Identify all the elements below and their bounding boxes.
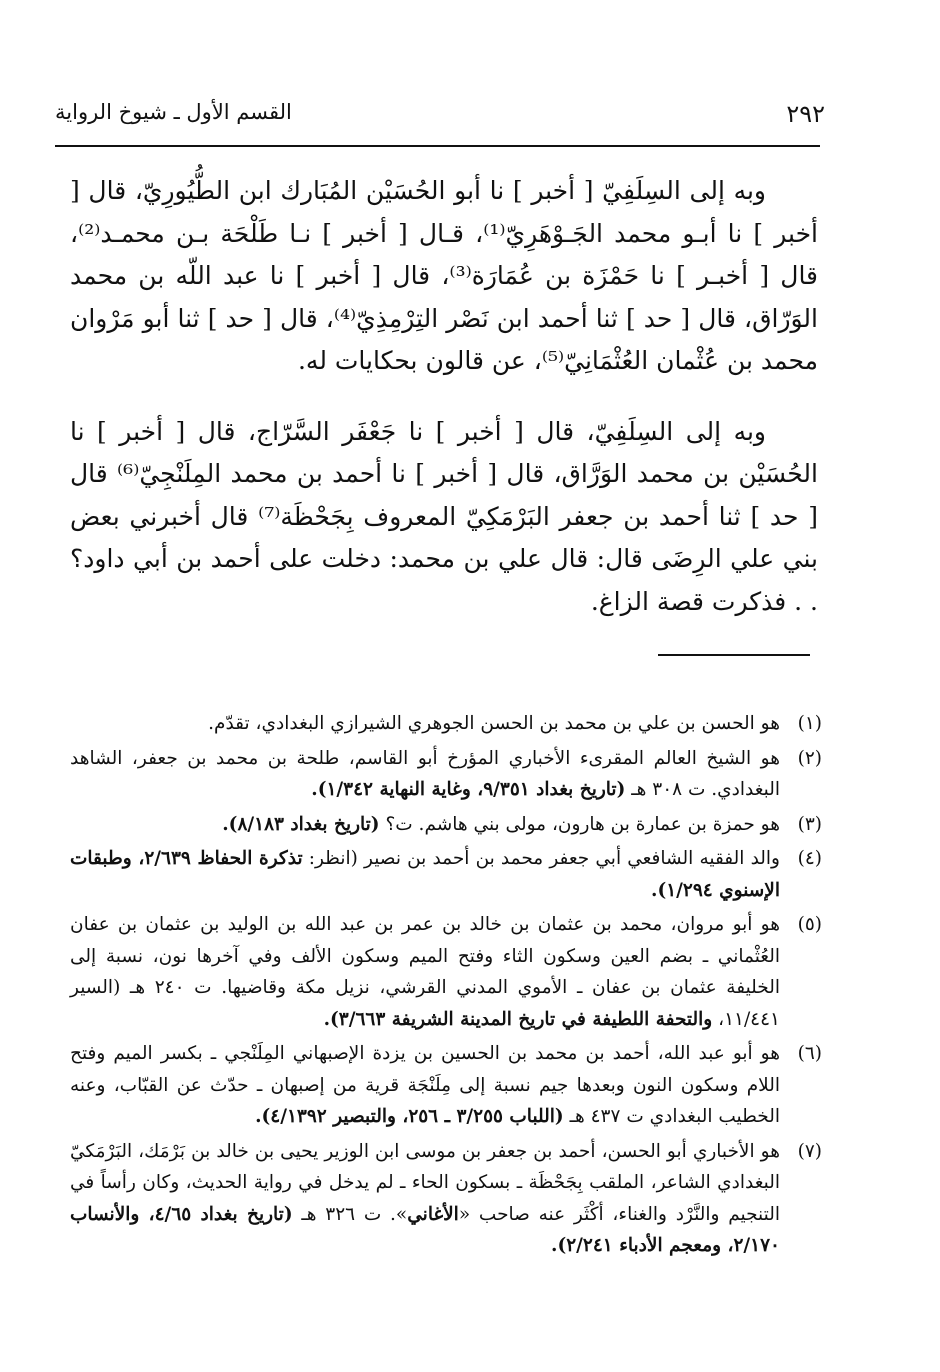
- main-paragraph: وبه إلى السِلَفِيّ، قال [ أخبر ] نا جَعْفَر السَّرّاج، قال [ أخبر ] نا الحُسَيْن بن محمد الوَرَّاق، قال [ أخبر ] نا أحمد بن محمد المِلَنْجِيّ⁽⁶⁾ قال [ حد ] ثنا أحمد بن جعفر البَرْمَكِيّ المعروف بِجَحْظَة⁽⁷⁾ قال أخبرني بعض بني علي الرِضَى قال: قال علي بن محمد: دخلت على أحمد بن أبي داود؟ . . فذكرت قصة الزاغ.: [70, 416, 818, 616]
- footnote-number: (٣): [797, 813, 822, 835]
- footnote-separator: [658, 654, 810, 656]
- footnote-text: هو أبو عبد الله، أحمد بن محمد بن الحسين بن يزدة الإصبهاني المِلَنْجي ـ بكسر الميم وفتح اللام وسكون النون وبعدها جيم نسبة إلى مِلَنْجَة قرية من إصبهان ـ حدّث عن القبّاب، وعنه الخطيب البغدادي ت ٤٣٧ هـ: [70, 1043, 780, 1127]
- footnote-number: (٥): [797, 914, 822, 935]
- footnote-text: هو الأخباري أبو الحسن، أحمد بن جعفر بن موسى ابن الوزير يحيى بن خالد بن بَرْمَك، البَرْمَكيّ البغدادي الشاعر، الملقب بِجَحْظَة ـ بسكون الحاء ـ لم يدخل في رواية الحديث، وكان رأساً في التنجيم والنَّرْد والغناء، أكْثَر عنه صاحب «: [70, 1140, 780, 1225]
- footnote-text: هو أبو مروان، محمد بن عثمان بن خالد بن عمر بن عبد الله بن الوليد بن عثمان بن عفان العُثْماني ـ بضم العين وسكون الثاء وفتح الميم وسكون الألف وفي آخرها نون، نسبة إلى الخليفة عثمان بن عفان ـ الأموي المدني القرشي، نزيل مكة وقاضيها. ت ٢٤٠ هـ (السير ١١/٤٤١،: [70, 914, 780, 1030]
- footnote-text: ». ت ٣٢٦ هـ: [292, 1203, 408, 1225]
- footnote-reference: (تاريخ بغداد ٤/٦٥، والأنساب ٢/١٧٠، ومعجم الأدباء ٢/٢٤١).: [70, 1203, 780, 1256]
- footnote-item: [70, 909, 822, 1035]
- footnote-number: (٦): [797, 1043, 822, 1064]
- footnote-reference: (تاريخ بغداد ٩/٣٥١، وغاية النهاية ١/٣٤٢).: [311, 779, 626, 800]
- page-header: [55, 96, 825, 136]
- footnote-item: [70, 708, 822, 740]
- footnote-text: هو الحسن بن علي بن محمد بن الحسن الجوهري الشيرازي البغدادي، تقدّم.: [208, 713, 780, 734]
- main-text: [70, 170, 818, 623]
- footnote-item: [70, 843, 822, 906]
- footnote-text: هو حمزة بن عمارة بن هارون، مولى بني هاشم. ت؟: [379, 813, 780, 835]
- footnotes: [70, 708, 822, 1265]
- footnote-number: (٢): [797, 747, 822, 769]
- header-rule: [55, 145, 820, 147]
- footnote-text: والد الفقيه الشافعي أبي جعفر محمد بن أحمد بن نصير (انظر:: [302, 848, 780, 869]
- footnote-reference: (تاريخ بغداد ٨/١٨٣).: [222, 813, 380, 835]
- running-title: القسم الأول ـ شيوخ الرواية: [55, 100, 292, 124]
- footnote-reference: الأغاني: [407, 1203, 459, 1225]
- main-paragraph: وبه إلى السِلَفِيّ [ أخبر ] نا أبو الحُسَيْن المُبَارك ابن الطُّيُورِيّ، قال [ أخبر ] نا أبـو محمد الجَـوْهَرِيّ⁽¹⁾، قـال [ أخبر ] نـا طَلْحَة بـن محمـد⁽²⁾، قال [ أخبـر ] نا حَمْزَة بن عُمَارَة⁽³⁾، قال [ أخبر ] نا عبد اللّه بن محمد الوَرّاق، قال [ حد ] ثنا أحمد ابن نَصْر التِرْمِذِيّ⁽⁴⁾، قال [ حد ] ثنا أبو مَرْوان محمد بن عُثْمان العُثْمَانِيّ⁽⁵⁾، عن قالون بحكايات له.: [70, 176, 819, 375]
- footnote-item: [70, 1038, 822, 1133]
- footnote-item: [70, 743, 822, 806]
- page-number: ٢٩٢: [786, 100, 825, 128]
- footnote-reference: تذكرة الحفاظ ٢/٦٣٩، وطبقات الإسنوي ١/٢٩٤).: [70, 848, 780, 901]
- footnote-number: (١): [797, 713, 822, 734]
- footnote-item: [70, 809, 822, 841]
- footnote-item: [70, 1136, 822, 1262]
- footnote-text: هو الشيخ العالم المقرىء الأخباري المؤرخ أبو القاسم، طلحة بن محمد بن جعفر، الشاهد البغدادي. ت ٣٠٨ هـ: [70, 747, 780, 800]
- footnote-reference: والتحفة اللطيفة في تاريخ المدينة الشريفة ٣/٦٦٣).: [323, 1008, 713, 1030]
- footnote-number: (٧): [797, 1140, 822, 1162]
- footnote-number: (٤): [797, 848, 822, 869]
- footnote-reference: (اللباب ٣/٢٥٥ ـ ٢٥٦، والتبصير ٤/١٣٩٢).: [255, 1106, 564, 1127]
